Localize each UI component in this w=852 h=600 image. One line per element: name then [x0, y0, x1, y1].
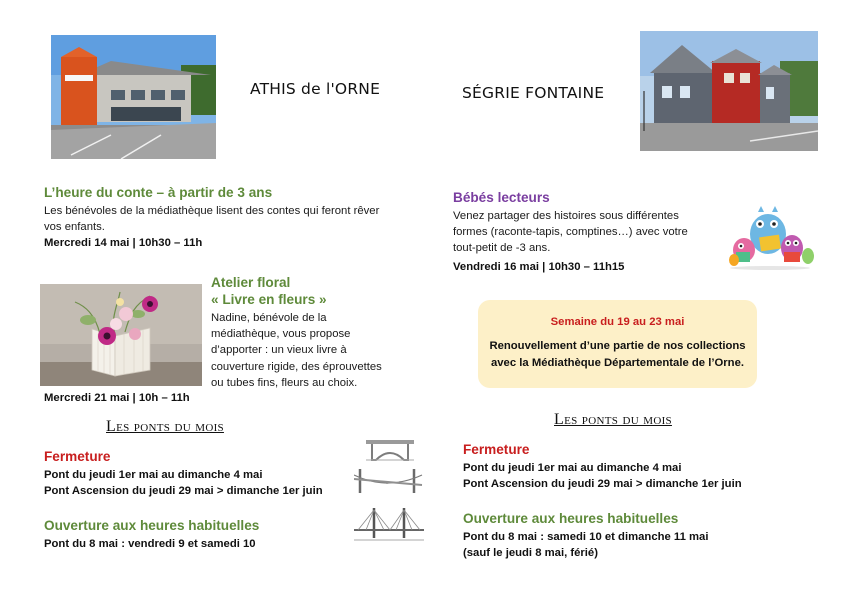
right-ouverture-label: Ouverture aux heures habituelles — [463, 511, 679, 526]
left-fermeture-line: Pont du jeudi 1er mai au dimanche 4 mai — [44, 469, 263, 481]
right-fermeture-line: Pont Ascension du jeudi 29 mai > dimanche 1er juin — [463, 478, 742, 490]
conte-text-line2: vos enfants. — [44, 221, 105, 233]
segrie-town-title: SÉGRIE FONTAINE — [462, 84, 605, 102]
athis-town-title: ATHIS de l'ORNE — [250, 80, 381, 98]
right-ouverture-line: (sauf le jeudi 8 mai, férié) — [463, 547, 598, 559]
right-ponts-title: Les ponts du mois — [554, 411, 672, 428]
atelier-text — [211, 310, 382, 391]
notice-title: Semaine du 19 au 23 mai — [550, 316, 685, 328]
atelier-title-line1: Atelier floral — [211, 275, 291, 290]
conte-text-line1: Les bénévoles de la médiathèque lisent des contes qui feront rêver — [44, 205, 380, 217]
atelier-date: Mercredi 21 mai | 10h – 11h — [44, 392, 190, 404]
suspension-bridge-icon — [354, 465, 424, 497]
bebes-date: Vendredi 16 mai | 10h30 – 11h15 — [453, 261, 625, 273]
right-fermeture-label: Fermeture — [463, 442, 530, 457]
atelier-title-line2: « Livre en fleurs » — [211, 292, 327, 307]
left-ponts-title: Les ponts du mois — [106, 418, 224, 435]
left-fermeture-line: Pont Ascension du jeudi 29 mai > dimanche 1er juin — [44, 485, 323, 497]
bebes-text — [453, 208, 688, 257]
atelier-text-line: Nadine, bénévole de la — [211, 312, 327, 324]
left-fermeture-label: Fermeture — [44, 449, 111, 464]
notice-line1: Renouvellement d’une partie de nos collections — [489, 340, 746, 352]
right-ouverture-line: Pont du 8 mai : samedi 10 et dimanche 11 mai — [463, 531, 709, 543]
left-ouverture-line: Pont du 8 mai : vendredi 9 et samedi 10 — [44, 538, 256, 550]
conte-title: L’heure du conte – à partir de 3 ans — [44, 185, 273, 200]
segrie-library-photo — [640, 31, 818, 151]
arch-bridge-icon — [364, 434, 416, 462]
reading-monsters-illustration — [728, 204, 814, 270]
conte-date: Mercredi 14 mai | 10h30 – 11h — [44, 237, 203, 249]
left-ouverture-label: Ouverture aux heures habituelles — [44, 518, 260, 533]
collection-notice-box — [478, 300, 757, 388]
atelier-text-line: ou tubes fins, fleurs au choix. — [211, 376, 358, 389]
bebes-text-line: tout-petit de -3 ans. — [453, 242, 551, 255]
bebes-text-line: formes (raconte-tapis, comptines…) avec votre — [453, 226, 688, 239]
notice-line2: avec la Médiathèque Départementale de l’Orne. — [490, 357, 745, 369]
bebes-title: Bébés lecteurs — [453, 190, 550, 205]
cable-bridge-icon — [354, 506, 424, 542]
bebes-text-line: Venez partager des histoires sous différentes — [453, 210, 679, 222]
athis-library-photo — [51, 35, 216, 159]
atelier-text-line: médiathèque, vous propose — [211, 328, 351, 341]
atelier-text-line: d’apporter : un vieux livre à — [211, 344, 347, 357]
right-fermeture-line: Pont du jeudi 1er mai au dimanche 4 mai — [463, 462, 682, 474]
floral-book-photo — [40, 284, 202, 386]
atelier-text-line: couverture rigide, des éprouvettes — [211, 360, 382, 373]
